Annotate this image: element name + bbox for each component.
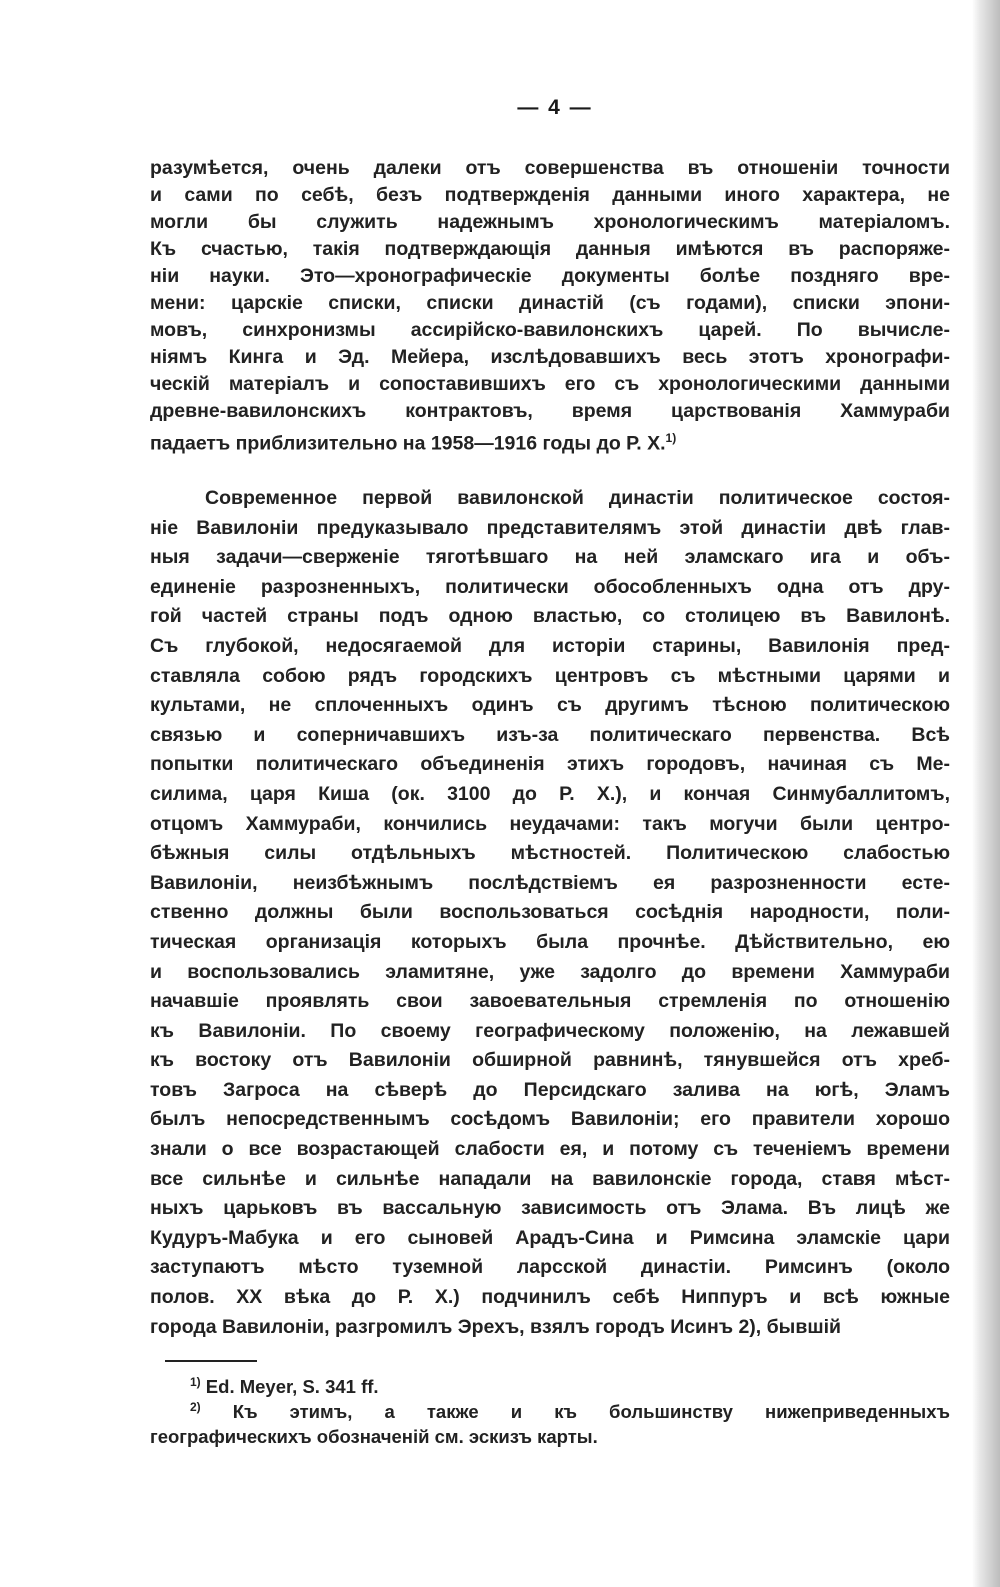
line-text: Съ глубокой, недосягаемой для исторiи старины, Вавилонiя пред- (150, 634, 950, 657)
text-line (150, 1253, 950, 1283)
paragraph-2 (150, 484, 950, 1342)
line-text: начавшiе проявлять свои завоевательныя стремленiя по отношенiю (150, 990, 950, 1013)
line-text: ческiй матерiалъ и сопоставившихъ его съ хронологическими данными (150, 373, 950, 395)
text-line (150, 898, 950, 928)
text-line (150, 1076, 950, 1106)
text-line (150, 869, 950, 899)
line-text: культами, не сплоченныхъ одинъ съ другимъ тѣсною политическою (150, 694, 950, 717)
line-text: падаетъ приблизительно на 1958—1916 годы до Р. Х. (150, 432, 666, 455)
line-text: нiямъ Кинга и Эд. Мейера, изслѣдовавшихъ весь этотъ хронографи- (150, 346, 950, 368)
line-text: и воспользовались эламитяне, уже задолго до времени Хаммураби (150, 960, 950, 983)
footnote-text: Ed. Meyer, S. 341 ff. (200, 1376, 379, 1398)
text-line (150, 236, 950, 263)
line-text: былъ непосредственнымъ сосѣдомъ Вавилонiи; его правители хорошо (150, 1108, 950, 1131)
text-line (150, 1224, 950, 1254)
footnote (150, 1395, 950, 1423)
text-line (150, 810, 950, 840)
footnote-mark: 2) (190, 1400, 201, 1414)
text-line (150, 484, 950, 514)
text-line (150, 371, 950, 398)
line-text: единенiе разрозненныхъ, политически обособленныхъ одна отъ дру- (150, 575, 950, 598)
line-text: заступаютъ мѣсто туземной ларсской династiи. Римсинъ (около (150, 1256, 950, 1279)
line-text: разумѣется, очень далеки отъ совершенства въ отношенiи точности (150, 157, 950, 179)
text-line (150, 1313, 950, 1343)
line-text: знали о все возрастающей слабости ея, и потому съ теченiемъ времени (150, 1138, 950, 1161)
line-text: къ востоку отъ Вавилонiи обширной равнинѣ, тянувшейся отъ хреб- (150, 1049, 950, 1072)
footnote-text: Къ этимъ, а также и къ большинству нижеприведенныхъ (200, 1401, 950, 1423)
line-text: Современное первой вавилонской династiи политическое состоя- (205, 487, 950, 509)
page-number: — 4 — (517, 96, 593, 119)
text-line (150, 543, 950, 573)
text-line (150, 1283, 950, 1313)
text-line (150, 573, 950, 603)
footnote-divider (165, 1360, 257, 1362)
line-text: ныхъ царьковъ въ вассальную зависимость отъ Элама. Въ лицѣ же (150, 1197, 950, 1220)
line-text: нiе Вавилонiи предуказывало представителямъ этой династiи двѣ глав- (150, 516, 950, 539)
scan-edge-shadow (972, 0, 1000, 1587)
footnotes (150, 1370, 950, 1448)
text-line (150, 958, 950, 988)
line-text: товъ Загроса на сѣверѣ до Персидскаго залива на югѣ, Эламъ (150, 1078, 950, 1101)
footnote (150, 1370, 950, 1398)
line-text: Къ счастью, такiя подтверждающiя данныя имѣются въ распоряже- (150, 238, 950, 260)
line-text: ныя задачи—сверженiе тяготѣвшаго на ней эламскаго ига и объ- (150, 546, 950, 569)
paragraph-1 (150, 155, 950, 455)
footnote-reference: 1) (665, 431, 677, 445)
text-line (150, 317, 950, 344)
text-line (150, 425, 950, 455)
line-text: мовъ, синхронизмы ассирiйско-вавилонскихъ царей. По вычисле- (150, 319, 950, 341)
text-line (150, 662, 950, 692)
text-line (150, 780, 950, 810)
line-text: связью и соперничавшихъ изъ-за политическаго первенства. Всѣ (150, 723, 950, 746)
line-text: силима, царя Киша (ок. 3100 до Р. Х.), и кончая Синмубаллитомъ, (150, 782, 950, 805)
line-text: отцомъ Хаммураби, кончились неудачами: такъ могучи были центро- (150, 812, 950, 835)
text-line (150, 1194, 950, 1224)
text-line (150, 987, 950, 1017)
text-line (150, 398, 950, 425)
line-text: тическая организацiя которыхъ была прочнѣе. Дѣйствительно, ею (150, 930, 950, 953)
line-text: могли бы служить надежнымъ хронологическимъ матерiаломъ. (150, 211, 950, 233)
footnote-mark: 1) (190, 1375, 201, 1389)
text-line (150, 750, 950, 780)
line-text: все сильнѣе и сильнѣе нападали на вавилонскiе города, ставя мѣст- (150, 1167, 950, 1190)
text-line (150, 155, 950, 182)
line-text: попытки политическаго объединенiя этихъ городовъ, начиная съ Ме- (150, 753, 950, 776)
text-line (150, 1046, 950, 1076)
text-line (150, 1135, 950, 1165)
line-text: гой частей страны подъ одною властью, со столицею въ Вавилонѣ. (150, 605, 950, 628)
line-text: полов. XX вѣка до Р. Х.) подчинилъ себѣ Ниппуръ и всѣ южные (150, 1286, 950, 1309)
text-line (150, 182, 950, 209)
text-line (150, 209, 950, 236)
text-line (150, 928, 950, 958)
text-line (150, 514, 950, 544)
text-line (150, 263, 950, 290)
text-line (150, 691, 950, 721)
text-line (150, 1105, 950, 1135)
line-text: бѣжныя силы отдѣльныхъ мѣстностей. Политическою слабостью (150, 842, 950, 865)
line-text: древне-вавилонскихъ контрактовъ, время царствованiя Хаммураби (150, 400, 950, 422)
footnote (150, 1420, 950, 1448)
line-text: ставляла собою рядъ городскихъ центровъ съ мѣстными царями и (150, 664, 950, 687)
text-line (150, 839, 950, 869)
text-line (150, 632, 950, 662)
footnote-text: географическихъ обозначенiй см. эскизъ карты. (150, 1426, 598, 1448)
line-text: Вавилонiи, неизбѣжнымъ послѣдствiемъ ея разрозненности есте- (150, 871, 950, 894)
line-text: Кудуръ-Мабука и его сыновей Арадъ-Сина и Римсина эламскiе цари (150, 1226, 950, 1249)
text-line (150, 1017, 950, 1047)
text-line (150, 721, 950, 751)
line-text: мени: царскiе списки, списки династiй (съ годами), списки эпони- (150, 292, 950, 314)
line-text: города Вавилонiи, разгромилъ Эрехъ, взялъ городъ Исинъ 2), бывшiй (150, 1315, 841, 1338)
line-text: нiи науки. Это—хронографическiе документы болѣе поздняго вре- (150, 265, 950, 287)
line-text: ственно должны были воспользоваться сосѣднiя народности, поли- (150, 901, 950, 924)
line-text: и сами по себѣ, безъ подтвержденiя данными иного характера, не (150, 184, 950, 206)
text-line (150, 602, 950, 632)
line-text: къ Вавилонiи. По своему географическому положенiю, на лежавшей (150, 1019, 950, 1042)
text-line (150, 1165, 950, 1195)
text-line (150, 344, 950, 371)
text-line (150, 290, 950, 317)
